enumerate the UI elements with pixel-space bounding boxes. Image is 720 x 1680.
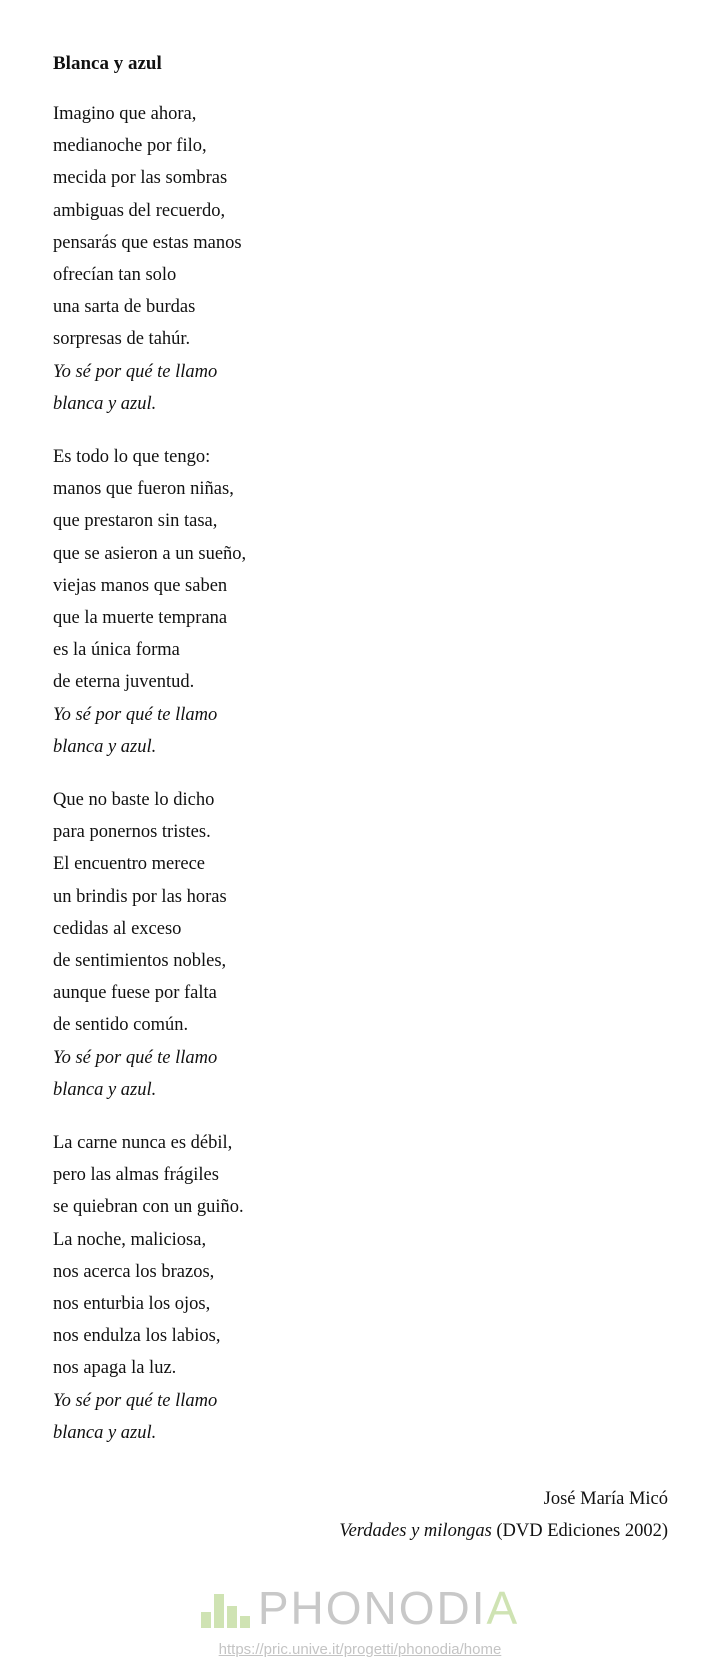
poem-line: se quiebran con un guiño. bbox=[53, 1197, 244, 1218]
poem-line: nos enturbia los ojos, bbox=[53, 1293, 211, 1314]
poem-line: aunque fuese por falta bbox=[53, 983, 217, 1004]
poem-line: Que no baste lo dicho bbox=[53, 790, 215, 810]
poem-line: nos apaga la luz. bbox=[53, 1358, 177, 1379]
phonodia-logo bbox=[201, 1582, 520, 1634]
refrain-line: blanca y azul. bbox=[53, 1422, 157, 1443]
source-line bbox=[339, 1515, 668, 1547]
poem-line: mecida por las sombras bbox=[53, 168, 228, 189]
refrain-line: Yo sé por qué te llamo bbox=[53, 361, 218, 382]
poem-line: viejas manos que saben bbox=[53, 575, 228, 596]
poem-line: ambiguas del recuerdo, bbox=[53, 200, 226, 221]
poem-line: ofrecían tan solo bbox=[53, 264, 177, 285]
poem-line: nos acerca los brazos, bbox=[53, 1261, 215, 1282]
poem-line: de sentido común. bbox=[53, 1015, 189, 1036]
poem-line: que la muerte temprana bbox=[53, 607, 228, 628]
poem-line: que prestaron sin tasa, bbox=[53, 511, 218, 532]
poem-line: de sentimientos nobles, bbox=[53, 950, 227, 971]
refrain-line: Yo sé por qué te llamo bbox=[53, 704, 218, 725]
refrain-line: blanca y azul. bbox=[53, 393, 157, 414]
poem-line: manos que fueron niñas, bbox=[53, 479, 234, 500]
poem-line: La noche, maliciosa, bbox=[53, 1229, 207, 1250]
poem-line: es la única forma bbox=[53, 640, 180, 661]
phonodia-link[interactable]: https://pric.unive.it/progetti/phonodia/home bbox=[218, 1641, 502, 1658]
poem-line: Imagino que ahora, bbox=[53, 104, 197, 124]
stanza-4 bbox=[53, 1127, 244, 1449]
attribution bbox=[339, 1483, 668, 1547]
bar-chart-logo-icon bbox=[201, 1588, 250, 1628]
book-title: Verdades y milongas bbox=[339, 1521, 492, 1541]
poem-line: un brindis por las horas bbox=[53, 886, 227, 907]
poem-line: El encuentro merece bbox=[53, 854, 206, 875]
refrain-line: Yo sé por qué te llamo bbox=[53, 1390, 218, 1411]
stanza-2 bbox=[53, 441, 246, 763]
refrain-line: Yo sé por qué te llamo bbox=[53, 1047, 218, 1068]
poem-line: La carne nunca es débil, bbox=[53, 1133, 233, 1153]
poem-line: pensarás que estas manos bbox=[53, 232, 242, 253]
stanza-1 bbox=[53, 98, 242, 420]
refrain-line: blanca y azul. bbox=[53, 736, 157, 757]
poem-line: nos endulza los labios, bbox=[53, 1326, 221, 1347]
logo-wordmark: PHONODIA bbox=[257, 1582, 520, 1634]
poem-line: Es todo lo que tengo: bbox=[53, 447, 211, 467]
poem-line: cedidas al exceso bbox=[53, 918, 182, 939]
stanza-3 bbox=[53, 784, 227, 1106]
refrain-line: blanca y azul. bbox=[53, 1079, 157, 1100]
author-name: José María Micó bbox=[543, 1489, 668, 1509]
poem-title: Blanca y azul bbox=[53, 53, 162, 74]
poem-line: una sarta de burdas bbox=[53, 297, 196, 318]
poem-line: para ponernos tristes. bbox=[53, 822, 211, 843]
poem-line: medianoche por filo, bbox=[53, 136, 207, 157]
poem-line: sorpresas de tahúr. bbox=[53, 329, 191, 350]
poem-line: que se asieron a un sueño, bbox=[53, 543, 247, 564]
poem-line: de eterna juventud. bbox=[53, 672, 195, 693]
poem-line: pero las almas frágiles bbox=[53, 1165, 219, 1186]
footer bbox=[0, 1582, 720, 1658]
book-publisher: (DVD Ediciones 2002) bbox=[496, 1521, 668, 1541]
